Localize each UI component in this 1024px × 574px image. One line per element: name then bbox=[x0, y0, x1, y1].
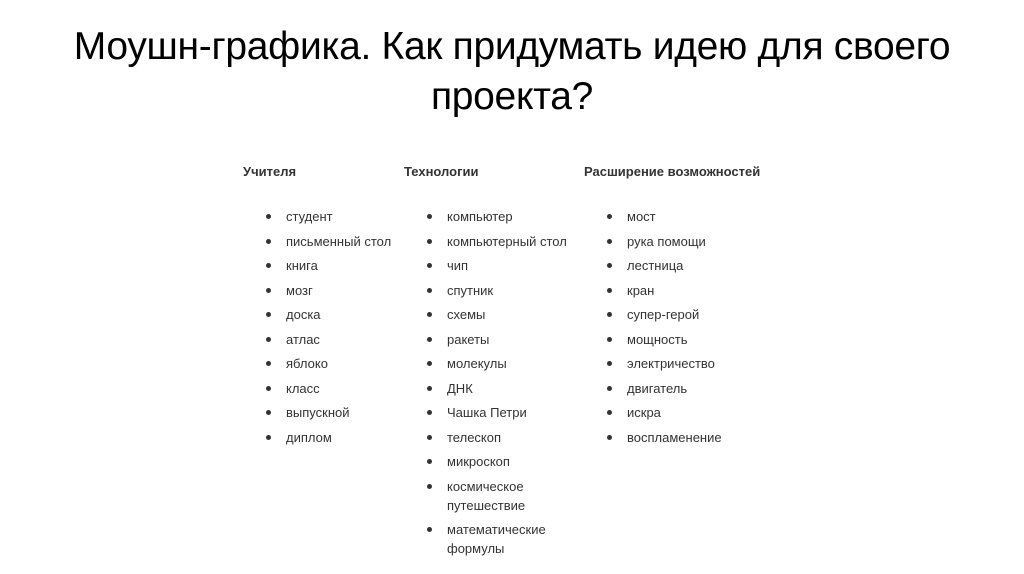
bullet-icon bbox=[427, 527, 432, 532]
list-item-text: класс bbox=[286, 380, 320, 396]
bullet-icon bbox=[607, 214, 612, 219]
column-heading: Технологии bbox=[404, 164, 479, 179]
list-item bbox=[404, 354, 579, 373]
list-item bbox=[404, 452, 579, 471]
bullet-icon bbox=[607, 361, 612, 366]
list-item-text: спутник bbox=[447, 282, 494, 298]
item-list bbox=[404, 207, 579, 558]
bullet-icon bbox=[266, 312, 271, 317]
list-item-text: диплом bbox=[286, 429, 332, 445]
list-item-text: чип bbox=[447, 258, 469, 273]
bullet-icon bbox=[427, 263, 432, 268]
list-item-text: искра bbox=[627, 405, 661, 420]
bullet-icon bbox=[266, 214, 271, 219]
item-list bbox=[584, 207, 784, 447]
column-heading: Расширение возможностей bbox=[584, 164, 761, 179]
list-item bbox=[404, 477, 579, 515]
bullet-icon bbox=[427, 361, 432, 366]
list-item-text: молекулы bbox=[447, 356, 507, 371]
bullet-icon bbox=[427, 386, 432, 391]
bullet-icon bbox=[607, 263, 612, 268]
bullet-icon bbox=[607, 386, 612, 391]
bullet-icon bbox=[427, 410, 432, 415]
list-item bbox=[243, 281, 403, 300]
list-item-text: космическое путешествие bbox=[447, 478, 526, 513]
list-item bbox=[404, 207, 579, 226]
list-item bbox=[404, 379, 579, 398]
list-item-text: супер-герой bbox=[627, 307, 700, 322]
list-item-text: доска bbox=[286, 307, 321, 322]
list-item bbox=[404, 330, 579, 349]
list-item-text: письменный стол bbox=[286, 233, 392, 249]
list-item bbox=[584, 330, 784, 349]
bullet-icon bbox=[427, 484, 432, 489]
list-item bbox=[243, 305, 403, 324]
list-item bbox=[584, 281, 784, 300]
list-item bbox=[584, 207, 784, 226]
list-item bbox=[584, 256, 784, 275]
list-item-text: атлас bbox=[286, 331, 320, 347]
bullet-icon bbox=[427, 435, 432, 440]
list-item bbox=[404, 428, 579, 447]
bullet-icon bbox=[607, 337, 612, 342]
list-item-text: яблоко bbox=[286, 356, 328, 371]
bullet-icon bbox=[607, 312, 612, 317]
column-technologies bbox=[404, 164, 579, 564]
list-item-text: двигатель bbox=[627, 380, 688, 396]
bullet-icon bbox=[266, 288, 271, 293]
list-item bbox=[404, 305, 579, 324]
list-item bbox=[404, 520, 579, 558]
list-item-text: ДНК bbox=[447, 380, 473, 396]
list-item-text: компьютерный стол bbox=[447, 233, 567, 249]
column-empowerment bbox=[584, 164, 784, 452]
bullet-icon bbox=[266, 410, 271, 415]
list-item bbox=[243, 379, 403, 398]
bullet-icon bbox=[427, 312, 432, 317]
bullet-icon bbox=[607, 410, 612, 415]
bullet-icon bbox=[266, 337, 271, 342]
list-item bbox=[243, 330, 403, 349]
list-item bbox=[584, 232, 784, 251]
list-item-text: рука помощи bbox=[627, 233, 706, 249]
list-item bbox=[243, 428, 403, 447]
list-item-text: электричество bbox=[627, 356, 715, 371]
bullet-icon bbox=[427, 337, 432, 342]
list-item bbox=[243, 403, 403, 422]
list-item-text: схемы bbox=[447, 307, 486, 322]
list-item-text: компьютер bbox=[447, 209, 513, 224]
list-item-text: выпускной bbox=[286, 405, 350, 420]
slide-title: Моушн-графика. Как придумать идею для своего проекта? bbox=[73, 25, 951, 118]
list-item-text: воспламенение bbox=[627, 429, 722, 445]
list-item-text: мост bbox=[627, 209, 656, 224]
list-item bbox=[404, 256, 579, 275]
column-teachers bbox=[243, 164, 403, 452]
list-item-text: мощность bbox=[627, 331, 688, 347]
list-item-text: математические формулы bbox=[447, 522, 546, 556]
bullet-icon bbox=[427, 459, 432, 464]
list-item bbox=[404, 403, 579, 422]
list-item bbox=[584, 305, 784, 324]
list-item-text: студент bbox=[286, 209, 333, 224]
list-item bbox=[243, 354, 403, 373]
bullet-icon bbox=[607, 288, 612, 293]
list-item-text: Чашка Петри bbox=[447, 405, 527, 420]
list-item bbox=[243, 232, 403, 251]
column-heading: Учителя bbox=[243, 164, 297, 179]
bullet-icon bbox=[266, 435, 271, 440]
list-item-text: микроскоп bbox=[447, 454, 510, 469]
list-item-text: телескоп bbox=[447, 429, 502, 445]
bullet-icon bbox=[427, 214, 432, 219]
bullet-icon bbox=[427, 288, 432, 293]
list-item bbox=[243, 207, 403, 226]
bullet-icon bbox=[607, 239, 612, 244]
list-item bbox=[584, 354, 784, 373]
bullet-icon bbox=[266, 263, 271, 268]
list-item-text: лестница bbox=[627, 258, 684, 273]
list-item-text: мозг bbox=[286, 282, 313, 298]
list-item bbox=[584, 403, 784, 422]
bullet-icon bbox=[607, 435, 612, 440]
list-item-text: кран bbox=[627, 282, 655, 298]
list-item bbox=[404, 232, 579, 251]
list-item bbox=[584, 428, 784, 447]
list-item bbox=[584, 379, 784, 398]
bullet-icon bbox=[266, 386, 271, 391]
bullet-icon bbox=[266, 239, 271, 244]
list-item bbox=[243, 256, 403, 275]
item-list bbox=[243, 207, 403, 447]
list-item-text: книга bbox=[286, 258, 318, 273]
list-item-text: ракеты bbox=[447, 331, 490, 347]
bullet-icon bbox=[427, 239, 432, 244]
list-item bbox=[404, 281, 579, 300]
bullet-icon bbox=[266, 361, 271, 366]
